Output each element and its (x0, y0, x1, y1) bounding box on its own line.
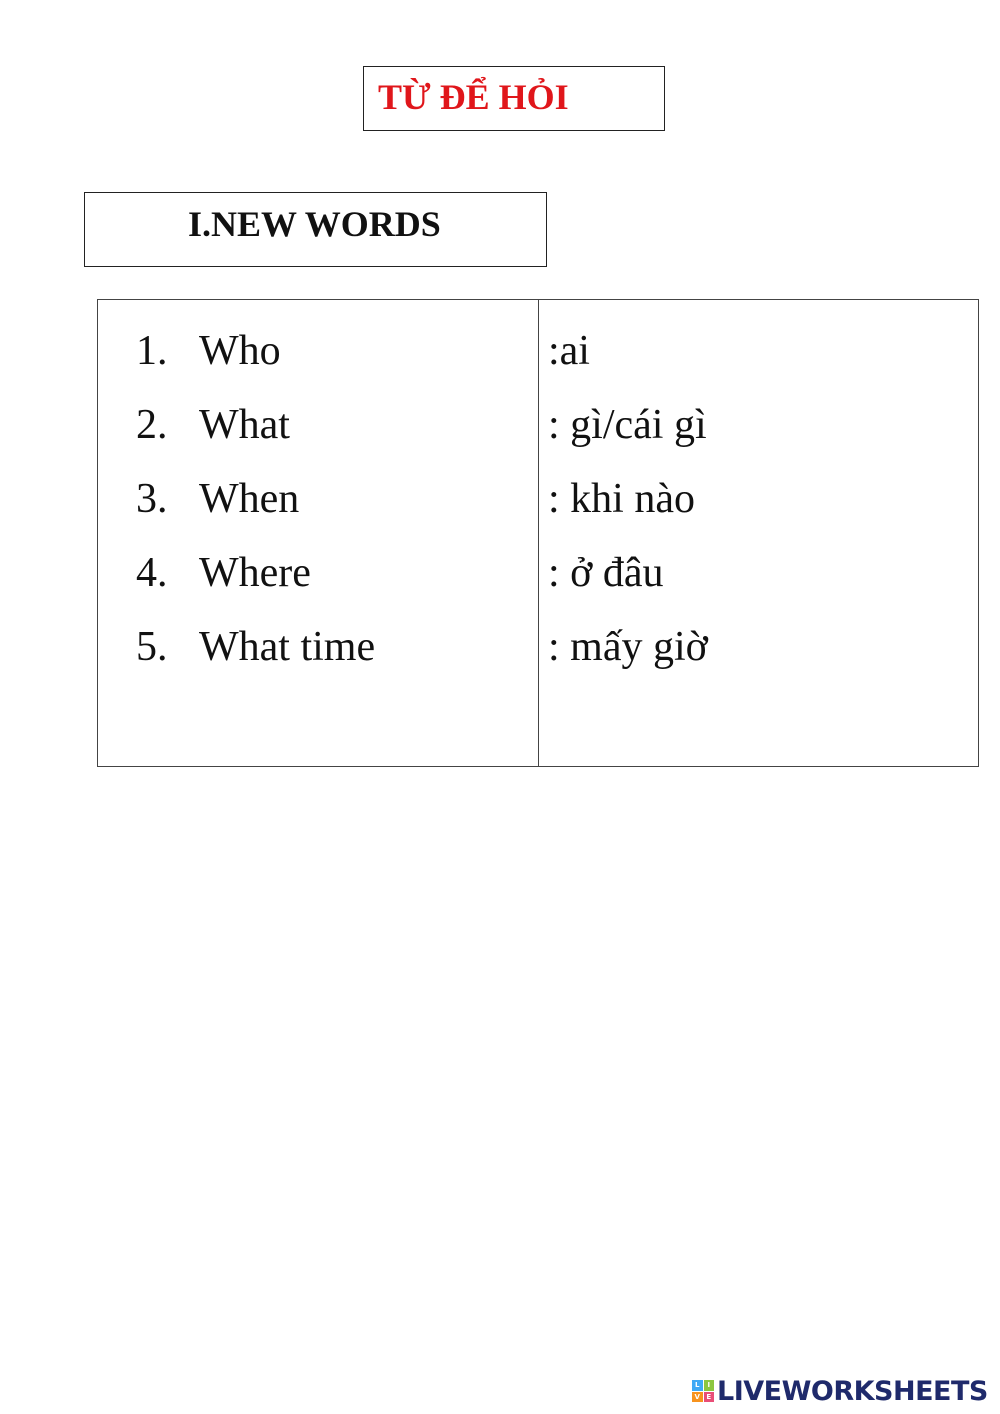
vietnamese-meaning: : gì/cái gì (548, 402, 707, 448)
english-word: Who (199, 328, 281, 374)
english-word: What time (199, 624, 376, 670)
vocabulary-table (97, 299, 979, 767)
vocabulary-row (98, 314, 978, 388)
logo-letter: L (692, 1380, 703, 1391)
vocabulary-row (98, 388, 978, 462)
vietnamese-meaning: : khi nào (548, 476, 695, 522)
vietnamese-meaning: :ai (548, 328, 590, 374)
vietnamese-meaning: : mấy giờ (548, 624, 708, 670)
item-number: 5. (136, 624, 168, 670)
section-heading-box (84, 192, 547, 267)
logo-letter: V (692, 1392, 703, 1403)
vocabulary-row (98, 610, 978, 684)
liveworksheets-logo (692, 1376, 988, 1406)
page-title: TỪ ĐỂ HỎI (378, 77, 569, 117)
logo-letter: E (704, 1392, 715, 1403)
vietnamese-meaning: : ở đâu (548, 550, 664, 596)
item-number: 4. (136, 550, 168, 596)
section-heading: I.NEW WORDS (188, 204, 441, 244)
item-number: 2. (136, 402, 168, 448)
english-word: Where (199, 550, 311, 596)
english-word: What (199, 402, 290, 448)
english-word: When (199, 476, 300, 522)
vocabulary-row (98, 536, 978, 610)
logo-icon (692, 1380, 714, 1402)
item-number: 1. (136, 328, 168, 374)
vocabulary-row (98, 462, 978, 536)
title-box (363, 66, 665, 131)
logo-letter: I (704, 1380, 715, 1391)
item-number: 3. (136, 476, 168, 522)
logo-text: LIVEWORKSHEETS (717, 1375, 988, 1407)
